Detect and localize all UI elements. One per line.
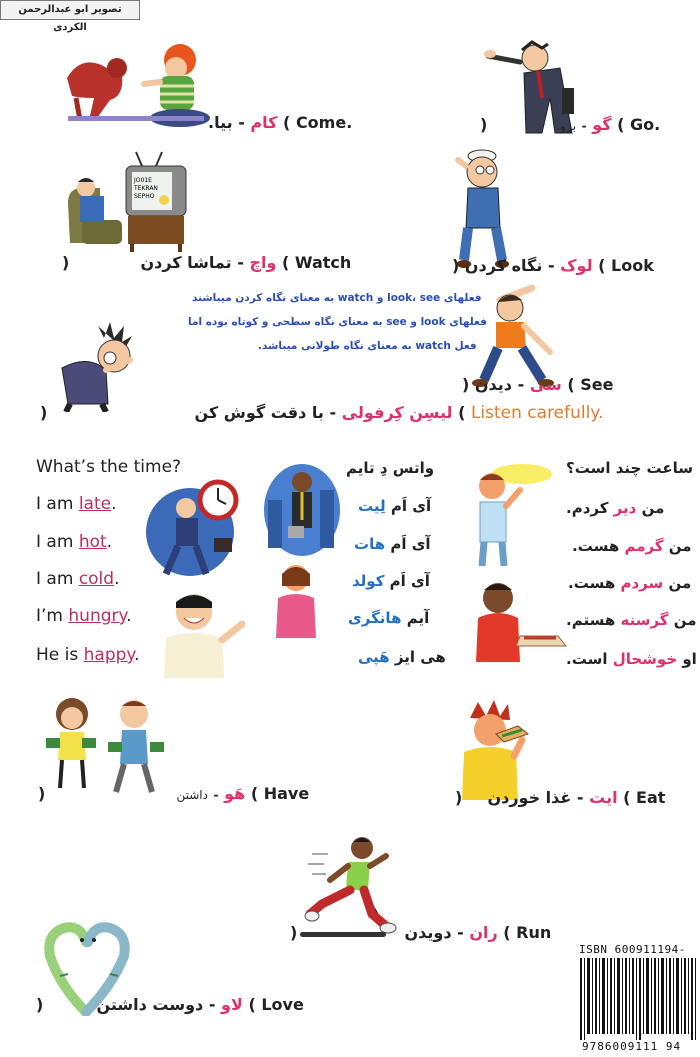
come-english: Come. [295, 113, 353, 132]
watch-illustration [62, 148, 192, 256]
eat-pronunciation: ایت [589, 788, 618, 807]
listen-english: Listen carefully. [470, 403, 604, 423]
love-persian: دوست داشتن [96, 995, 204, 1014]
time-illustration [462, 462, 552, 570]
tv-screen-text-2: TEKRAN [134, 185, 158, 192]
look-label: ) نگاه کردن - لوک ( Look [452, 256, 654, 275]
phrase-en-time: What’s the time? [36, 457, 182, 477]
run-label: ) دویدن - ران ( Run [290, 923, 552, 942]
love-label: ) دوست داشتن - لاو ( Love [36, 995, 304, 1014]
isbn-text: ISBN 600911194- [579, 943, 686, 956]
eat-open-paren: ) [455, 788, 463, 807]
come-label: بیا. - کام ( Come. [208, 113, 353, 132]
listen-pronunciation: لیسِن کِرفولی [341, 403, 453, 422]
go-open-paren: ) [480, 115, 488, 134]
run-open-paren: ) [290, 923, 298, 942]
phrase-fa-late: من دیر کردم. [566, 499, 665, 517]
look-persian: نگاه کردن [464, 256, 543, 275]
look-open-paren: ) [452, 256, 460, 275]
eat-label: ) غذا خوردن - ایت ( Eat [455, 788, 666, 807]
hot-illustration [262, 460, 342, 558]
late-illustration [146, 478, 242, 582]
eat-english: Eat [636, 788, 666, 807]
phrase-fa-happy: او خوشحال است. [566, 650, 697, 668]
phrase-en-late: I am late. [36, 494, 117, 514]
run-english: Run [516, 923, 552, 942]
phrase-fa-hot: من گرمم هست. [572, 537, 692, 555]
go-english: Go. [630, 115, 661, 134]
love-pronunciation: لاو [221, 995, 243, 1014]
note-line-2: فعلهای look و see به معنای نگاه سطحی و کوتاه بوده اما [188, 316, 487, 328]
happy-illustration [156, 588, 256, 678]
love-english: Love [261, 995, 304, 1014]
listen-label: ) با دقت گوش کن - لیسِن کِرفولی ( Listen carefully. [40, 403, 604, 423]
listen-persian: با دقت گوش کن [194, 403, 324, 422]
watch-open-paren: ) [62, 253, 70, 272]
love-open-paren: ) [36, 995, 44, 1014]
phrase-en-hungry: I’m hungry. [36, 606, 132, 626]
listen-illustration [48, 320, 148, 412]
note-line-1: فعلهای look، see و watch به معنای نگاه کردن میباشند [192, 292, 482, 304]
phrase-pron-hungry: آیم هانگری [348, 609, 430, 627]
see-pronunciation: سی [529, 375, 562, 394]
have-persian: داشتن [176, 788, 208, 802]
go-persian: برو. [556, 119, 577, 133]
hungry-illustration [458, 576, 568, 668]
barcode [578, 958, 698, 1040]
cold-illustration [266, 562, 326, 640]
listen-open-paren: ) [40, 403, 48, 422]
phrase-fa-time: ساعت چند است؟ [566, 459, 694, 477]
run-persian: دویدن [404, 923, 452, 942]
phrase-pron-happy: هی ایز هَپی [358, 648, 446, 666]
run-pronunciation: ران [469, 923, 498, 942]
look-pronunciation: لوک [560, 256, 593, 275]
barcode-digits: 9786009111 94 [582, 1040, 682, 1053]
phrase-en-happy: He is happy. [36, 645, 140, 665]
eat-persian: غذا خوردن [487, 788, 572, 807]
phrase-pron-time: واتس دِ تایم [346, 459, 435, 477]
note-line-3: فعل watch به معنای نگاه طولانی میباشد. [258, 340, 477, 352]
come-pronunciation: کام [250, 113, 278, 132]
have-open-paren: ) [38, 784, 46, 803]
see-open-paren: ) [462, 375, 470, 394]
watch-label: ) تماشا کردن - واچ ( Watch [62, 253, 352, 272]
phrase-pron-late: آی اَم لِیت [358, 497, 432, 515]
have-pronunciation: هَو [224, 784, 246, 803]
come-underline [68, 116, 204, 121]
have-label: ) داشتن - هَو ( Have [38, 784, 310, 803]
see-persian: دیدن [474, 375, 513, 394]
go-pronunciation: گو [592, 115, 612, 134]
have-english: Have [263, 784, 310, 803]
look-illustration [452, 148, 522, 270]
see-label: ) دیدن - سی ( See [462, 375, 614, 394]
phrase-fa-hungry: من گرسنه هستم. [566, 611, 697, 629]
phrase-en-hot: I am hot. [36, 532, 113, 552]
phrase-pron-hot: آی اَم هات [354, 535, 431, 553]
go-label: ) برو. - گو ( Go. [480, 115, 661, 134]
watch-persian: تماشا کردن [140, 253, 232, 272]
have-illustration [42, 688, 172, 796]
phrase-en-cold: I am cold. [36, 569, 120, 589]
see-illustration [470, 282, 566, 390]
image-credit: تصویر ابو عبدالرحمن الکردی [0, 0, 140, 20]
watch-english: Watch [294, 253, 352, 272]
tv-screen-text-3: SEPHO [134, 193, 155, 200]
tv-screen-text-1: JO01E [134, 177, 152, 184]
watch-pronunciation: واچ [249, 253, 277, 272]
phrase-pron-cold: آی اَم کولد [352, 572, 430, 590]
look-english: Look [611, 256, 654, 275]
come-persian: بیا. [208, 113, 233, 132]
see-english: See [580, 375, 614, 394]
phrase-fa-cold: من سردم هست. [568, 574, 692, 592]
